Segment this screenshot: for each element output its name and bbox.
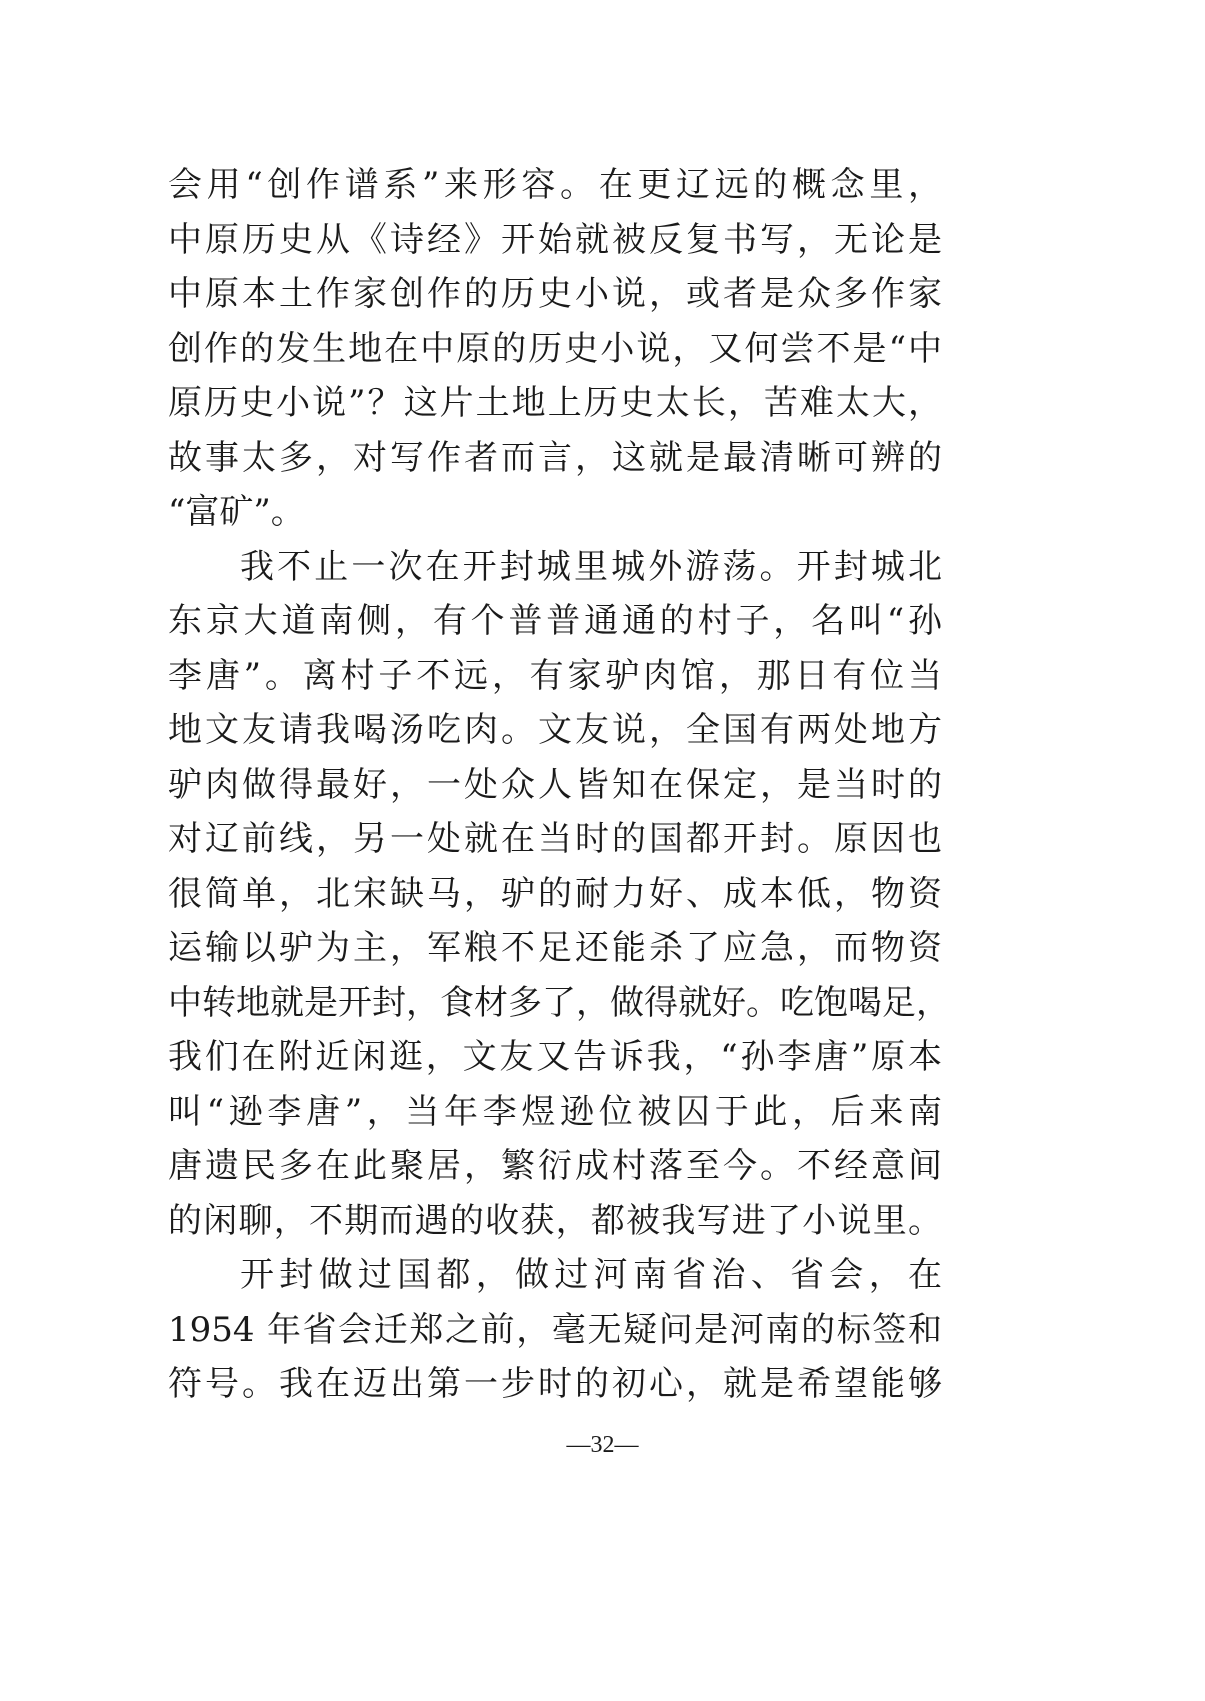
text-line: 运输以驴为主，军粮不足还能杀了应急，而物资 — [168, 928, 942, 968]
text-line: 中原本土作家创作的历史小说，或者是众多作家 — [168, 274, 942, 314]
paragraph-start-line: 开封做过国都，做过河南省治、省会，在 — [240, 1255, 942, 1295]
text-line: 创作的发生地在中原的历史小说，又何尝不是“中 — [168, 328, 942, 369]
text-line: 我们在附近闲逛，文友又告诉我，“孙李唐”原本 — [168, 1037, 942, 1077]
text-line: 很简单，北宋缺马，驴的耐力好、成本低，物资 — [168, 873, 942, 914]
text-line: “富矿”。 — [168, 492, 305, 532]
text-line: 中原历史从《诗经》开始就被反复书写，无论是 — [168, 219, 942, 260]
text-line: 叫“逊李唐”，当年李煜逊位被囚于此，后来南 — [168, 1091, 942, 1132]
text-line: 对辽前线，另一处就在当时的国都开封。原因也 — [168, 819, 942, 859]
text-line: 东京大道南侧，有个普普通通的村子，名叫“孙 — [168, 601, 942, 641]
text-line: 驴肉做得最好，一处众人皆知在保定，是当时的 — [168, 764, 942, 805]
paragraph-start-line: 我不止一次在开封城里城外游荡。开封城北 — [240, 546, 942, 587]
text-line: 符号。我在迈出第一步时的初心，就是希望能够 — [168, 1364, 942, 1404]
text-line: 原历史小说”？这片土地上历史太长，苦难太大， — [168, 383, 942, 423]
text-line: 1954 年省会迁郑之前，毫无疑问是河南的标签和 — [168, 1309, 942, 1350]
text-line: 地文友请我喝汤吃肉。文友说，全国有两处地方 — [168, 710, 942, 750]
text-line: 的闲聊，不期而遇的收获，都被我写进了小说里。 — [168, 1200, 942, 1241]
text-line: 李唐”。离村子不远，有家驴肉馆，那日有位当 — [168, 655, 942, 696]
text-line: 会用“创作谱系”来形容。在更辽远的概念里， — [168, 165, 942, 205]
text-line: 唐遗民多在此聚居，繁衍成村落至今。不经意间 — [168, 1146, 942, 1186]
text-line: 中转地就是开封，食材多了，做得就好。吃饱喝足， — [168, 982, 950, 1023]
body-text — [168, 158, 950, 1412]
page-number: —32— — [566, 1432, 639, 1458]
text-line: 故事太多，对写作者而言，这就是最清晰可辨的 — [168, 437, 942, 478]
